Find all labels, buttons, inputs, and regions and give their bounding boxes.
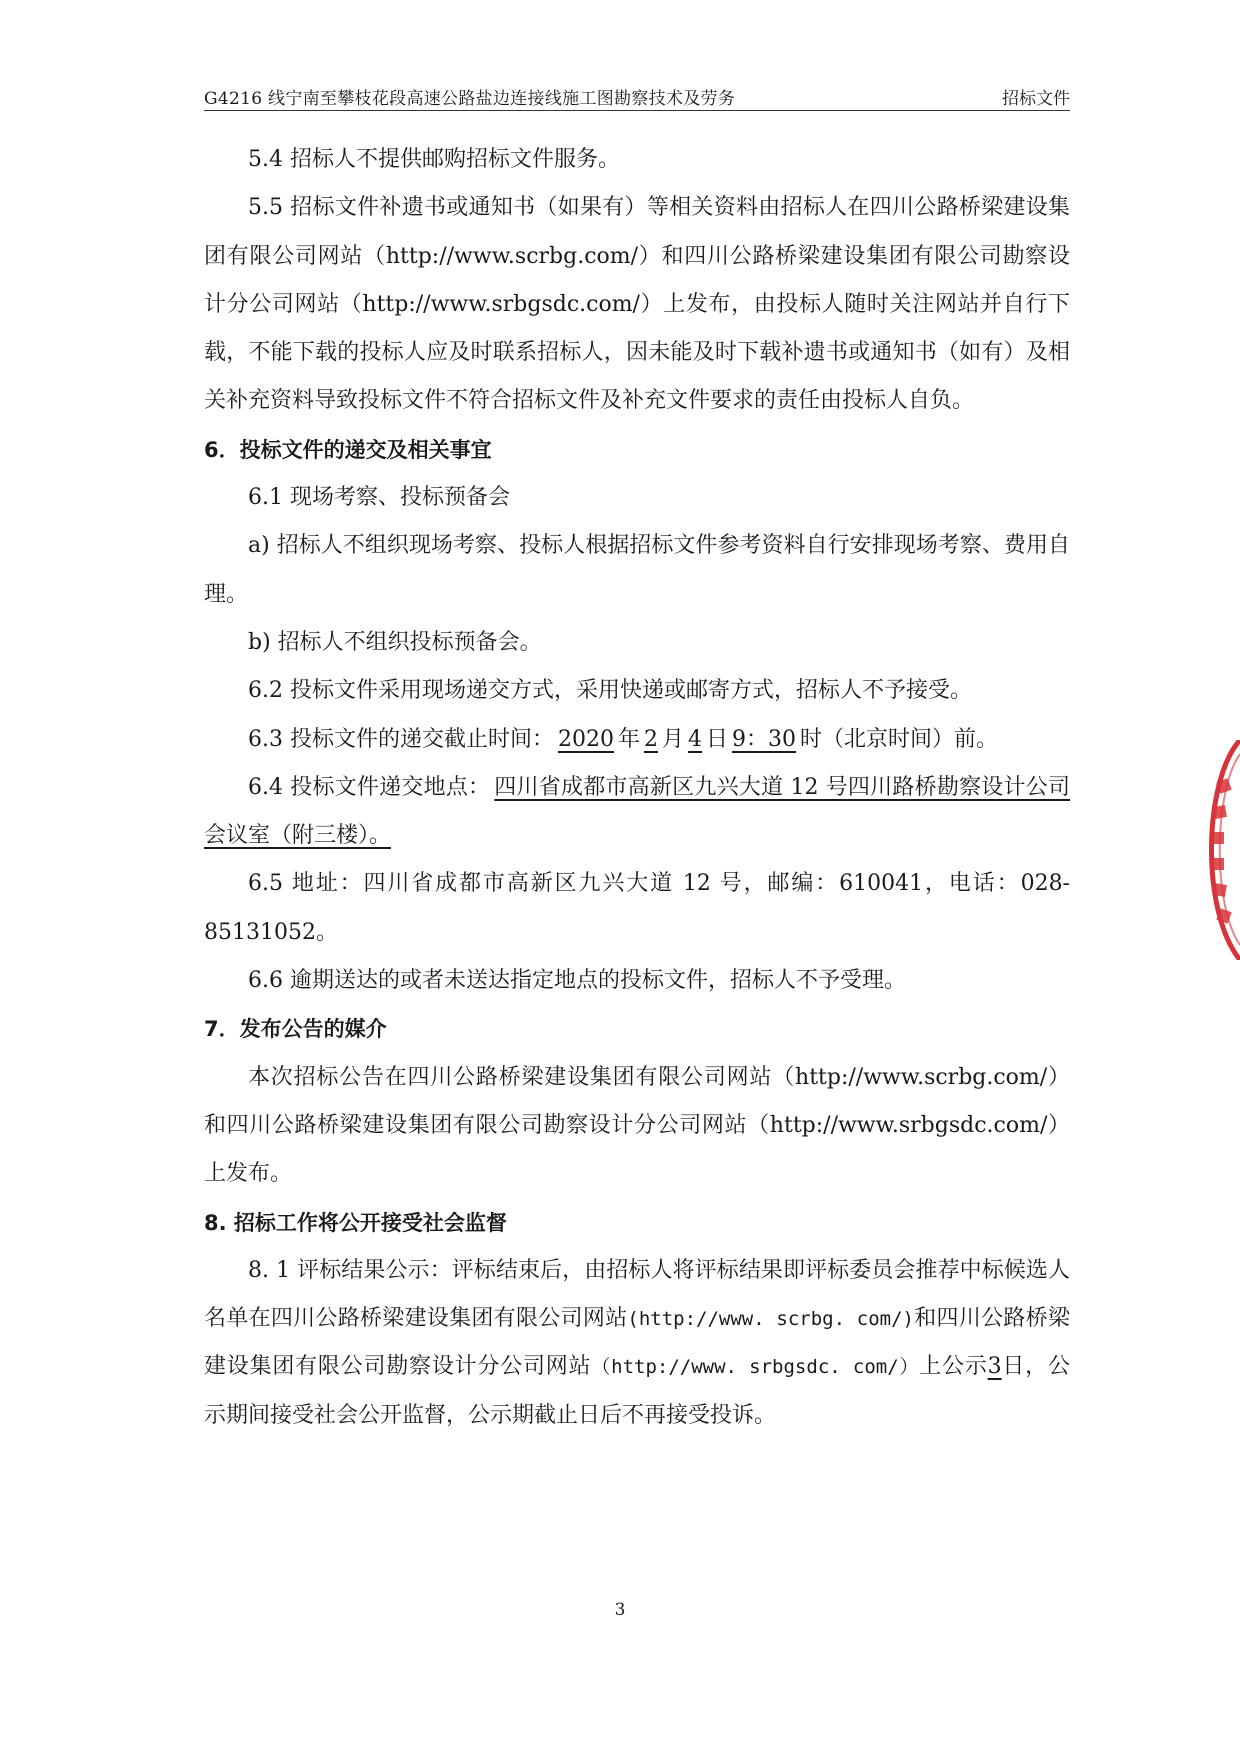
paragraph-6-1: 6.1 现场考察、投标预备会 — [248, 485, 510, 511]
paragraph-6-2: 6.2 投标文件采用现场递交方式，采用快递或邮寄方式，招标人不予接受。 — [248, 678, 972, 704]
paragraph-6-1-a: a) 招标人不组织现场考察、投标人根据招标文件参考资料自行安排现场考察、费用自理。 — [204, 533, 1070, 607]
paragraph-6-6: 6.6 逾期送达的或者未送达指定地点的投标文件，招标人不予受理。 — [248, 968, 906, 994]
seal-stamp-icon — [1196, 740, 1240, 960]
paragraph-6-5: 6.5 地址：四川省成都市高新区九兴大道 12 号，邮编：610041，电话：028-85131052。 — [204, 871, 1070, 945]
paragraph-6-3 — [204, 716, 1070, 764]
paragraph-8-1 — [204, 1247, 1070, 1440]
publicity-url-2: （http://www. srbgsdc. com/） — [591, 1356, 920, 1379]
deadline-suffix: 时（北京时间）前。 — [800, 726, 999, 752]
paragraph-7: 本次招标公告在四川公路桥梁建设集团有限公司网站（http://www.scrbg.com/）和四川公路桥梁建设集团有限公司勘察设计分公司网站（http://www.srbgsdc.com/）上发布。 — [204, 1064, 1070, 1187]
publicity-text-1: 8. 1 评标结果公示：评标结束后，由招标人将评标结果即评标委员会推荐中标候选人名单在四川公路桥梁建设集团有限公司网站 — [204, 1257, 1070, 1332]
page-header — [204, 80, 1070, 111]
deadline-year: 2020 — [557, 726, 614, 752]
publicity-url-1: (http://www. scrbg. com/) — [627, 1308, 914, 1331]
publicity-text-4: 日，公示期间接受社会公开监督，公示期截止日后不再接受投诉。 — [204, 1354, 1070, 1428]
publicity-text-3: 上公示 — [919, 1354, 988, 1380]
deadline-day: 4 — [688, 726, 703, 752]
heading-8: 8. 招标工作将公开接受社会监督 — [204, 1210, 507, 1235]
deadline-day-unit: 日 — [706, 726, 729, 752]
paragraph-5-5: 5.5 招标文件补遗书或通知书（如果有）等相关资料由招标人在四川公路桥梁建设集团有限公司网站（http://www.scrbg.com/）和四川公路桥梁建设集团有限公司勘察设计分公司网站（http://www.srbgsdc.com/）上发布，由投标人随时关注网站并自行下载，不能下载的投标人应及时联系招标人，因未能及时下载补遗书或通知书（如有）及相关补充资料导致投标文件不符合招标文件及补充文件要求的责任由投标人自负。 — [204, 195, 1070, 414]
paragraph-6-1-b: b) 招标人不组织投标预备会。 — [248, 629, 542, 655]
deadline-month: 2 — [644, 726, 658, 752]
page-number: 3 — [614, 1600, 626, 1620]
deadline-prefix: 6.3 投标文件的递交截止时间： — [248, 726, 554, 752]
document-type: 招标文件 — [1002, 89, 1070, 109]
deadline-time: 9：30 — [732, 726, 797, 752]
publicity-days: 3 — [987, 1354, 1002, 1380]
paragraph-5-4: 5.4 招标人不提供邮购招标文件服务。 — [248, 147, 620, 172]
paragraph-6-4 — [204, 764, 1070, 861]
publicity-text-2: 和四川公路桥梁建设集团有限公司勘察设计分公司网站 — [204, 1306, 1070, 1380]
submission-place: 四川省成都市高新区九兴大道 12 号四川路桥勘察设计公司会议室（附三楼）。 — [204, 774, 1071, 849]
heading-7: 7．发布公告的媒介 — [204, 1017, 387, 1042]
deadline-month-unit: 月 — [662, 726, 685, 752]
submission-place-label: 6.4 投标文件递交地点： — [248, 774, 491, 800]
deadline-year-unit: 年 — [617, 726, 640, 752]
document-title: G4216 线宁南至攀枝花段高速公路盐边连接线施工图勘察技术及劳务 — [204, 89, 736, 109]
document-body — [204, 136, 1070, 1440]
heading-6: 6．投标文件的递交及相关事宜 — [204, 437, 492, 462]
